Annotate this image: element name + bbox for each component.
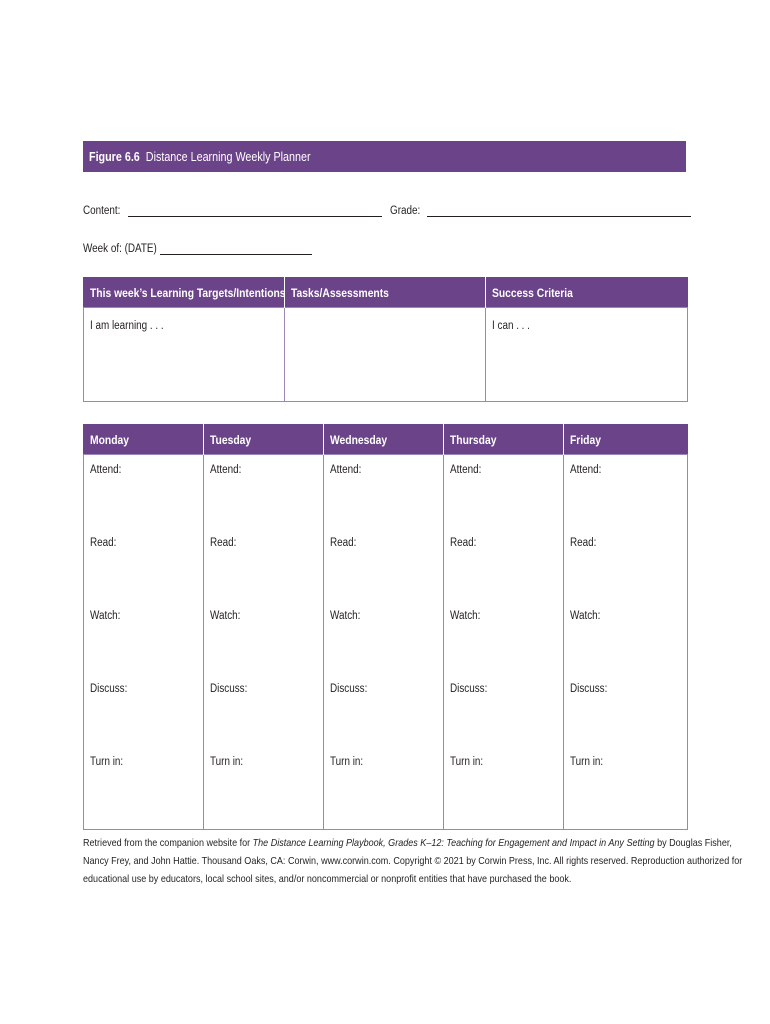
activity-watch: Watch: (450, 610, 481, 622)
grade-field[interactable] (390, 205, 691, 217)
activity-read: Read: (330, 537, 357, 549)
citation-line-1 (83, 834, 732, 852)
day-label: Friday (570, 432, 601, 447)
citation-prefix: Retrieved from the companion website for (83, 837, 253, 849)
content-blank-line[interactable] (128, 205, 382, 217)
week-of-field[interactable] (83, 243, 312, 255)
targets-header-cell (285, 278, 486, 308)
activity-turn-in: Turn in: (570, 756, 604, 768)
activity-attend: Attend: (450, 464, 482, 476)
days-header-row (84, 425, 688, 455)
activity-discuss: Discuss: (570, 683, 608, 695)
activity-read: Read: (570, 537, 597, 549)
targets-header-row (84, 278, 688, 308)
activity-watch: Watch: (330, 610, 361, 622)
citation-authors: by Douglas Fisher, (654, 837, 732, 849)
day-label: Wednesday (330, 432, 388, 447)
header-success-criteria: Success Criteria (492, 285, 573, 300)
header-learning-targets: This week’s Learning Targets/Intentions (90, 285, 286, 300)
citation-footer (83, 834, 743, 888)
targets-header-cell (84, 278, 285, 308)
learning-targets-table (83, 277, 688, 402)
activity-discuss: Discuss: (450, 683, 488, 695)
week-of-blank-line[interactable] (160, 243, 312, 255)
success-prompt: I can . . . (492, 320, 530, 332)
targets-body-row (84, 308, 688, 402)
header-tasks-assessments: Tasks/Assessments (291, 285, 389, 300)
day-cell-thursday[interactable] (444, 455, 564, 830)
activity-watch: Watch: (90, 610, 121, 622)
activity-turn-in: Turn in: (330, 756, 364, 768)
content-label: Content: (83, 205, 121, 217)
activity-turn-in: Turn in: (90, 756, 124, 768)
day-label: Monday (90, 432, 129, 447)
figure-title: Distance Learning Weekly Planner (145, 149, 311, 164)
day-label: Tuesday (210, 432, 252, 447)
activity-read: Read: (210, 537, 237, 549)
citation-line-3: educational use by educators, local school sites, and/or noncommercial or nonprofit entities that have purchased the book. (83, 873, 572, 885)
activity-discuss: Discuss: (210, 683, 248, 695)
learning-prompt: I am learning . . . (90, 320, 164, 332)
figure-caption (89, 150, 311, 164)
figure-number: Figure 6.6 (89, 149, 140, 164)
days-body-row (84, 455, 688, 830)
activity-watch: Watch: (570, 610, 601, 622)
activity-turn-in: Turn in: (450, 756, 484, 768)
grade-label: Grade: (390, 205, 421, 217)
activity-watch: Watch: (210, 610, 241, 622)
day-cell-monday[interactable] (84, 455, 204, 830)
activity-discuss: Discuss: (90, 683, 128, 695)
targets-header-cell (486, 278, 688, 308)
tasks-cell[interactable] (285, 308, 486, 402)
day-cell-friday[interactable] (564, 455, 688, 830)
activity-attend: Attend: (90, 464, 122, 476)
day-header-monday (84, 425, 204, 455)
day-header-tuesday (204, 425, 324, 455)
day-header-wednesday (324, 425, 444, 455)
content-field[interactable] (83, 205, 382, 217)
figure-banner (83, 141, 686, 172)
learning-targets-cell[interactable] (84, 308, 285, 402)
day-header-thursday (444, 425, 564, 455)
day-label: Thursday (450, 432, 497, 447)
day-cell-tuesday[interactable] (204, 455, 324, 830)
citation-line-2: Nancy Frey, and John Hattie. Thousand Oaks, CA: Corwin, www.corwin.com. Copyright © 2021 by Corwin Press, Inc. All rights reserved. Reproduction authorized for (83, 855, 743, 867)
week-of-label: Week of: (DATE) (83, 243, 157, 255)
citation-book-title: The Distance Learning Playbook, Grades K–12: Teaching for Engagement and Impact in Any Setting (252, 837, 655, 849)
activity-attend: Attend: (210, 464, 242, 476)
day-cell-wednesday[interactable] (324, 455, 444, 830)
day-header-friday (564, 425, 688, 455)
activity-attend: Attend: (330, 464, 362, 476)
activity-discuss: Discuss: (330, 683, 368, 695)
grade-blank-line[interactable] (427, 205, 691, 217)
weekly-schedule-table (83, 424, 688, 830)
activity-turn-in: Turn in: (210, 756, 244, 768)
activity-attend: Attend: (570, 464, 602, 476)
activity-read: Read: (90, 537, 117, 549)
success-criteria-cell[interactable] (486, 308, 688, 402)
activity-read: Read: (450, 537, 477, 549)
